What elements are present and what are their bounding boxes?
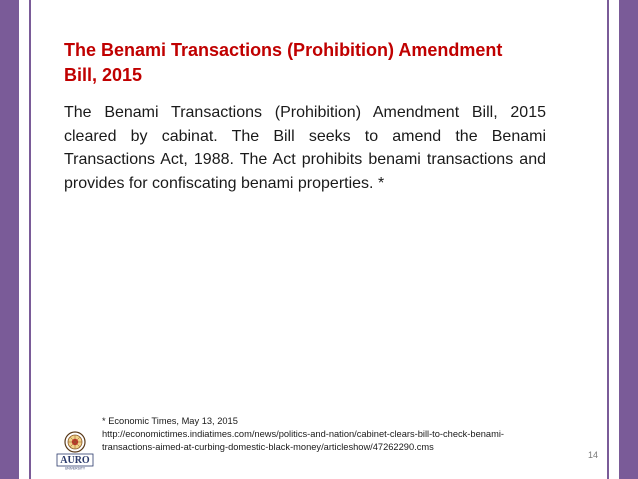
left-accent-bar bbox=[0, 0, 19, 479]
left-accent-line bbox=[29, 0, 31, 479]
footnote-url-line-2: transactions-aimed-at-curbing-domestic-black-money/articleshow/47262290.cms bbox=[102, 442, 434, 452]
slide-title: The Benami Transactions (Prohibition) Amendment Bill, 2015 bbox=[64, 40, 503, 85]
university-seal-icon bbox=[65, 432, 85, 452]
right-accent-line bbox=[607, 0, 609, 479]
footnote bbox=[102, 415, 562, 454]
footnote-url-line-1: http://economictimes.indiatimes.com/news/politics-and-nation/cabinet-clears-bill-to-check-benami- bbox=[102, 429, 504, 439]
footnote-source: * Economic Times, May 13, 2015 bbox=[102, 416, 238, 426]
page-number: 14 bbox=[588, 450, 599, 460]
logo-text: AURO bbox=[60, 455, 90, 466]
auro-university-logo bbox=[56, 430, 94, 470]
logo-subtext: UNIVERSITY bbox=[64, 466, 86, 470]
right-accent-bar bbox=[619, 0, 638, 479]
slide-body-text: The Benami Transactions (Prohibition) Amendment Bill, 2015 cleared by cabinat. The Bill seeks to amend the Benami Transactions Act, 1988. The Act prohibits benami transactions and provides for confiscating benami properties. * bbox=[64, 104, 546, 192]
